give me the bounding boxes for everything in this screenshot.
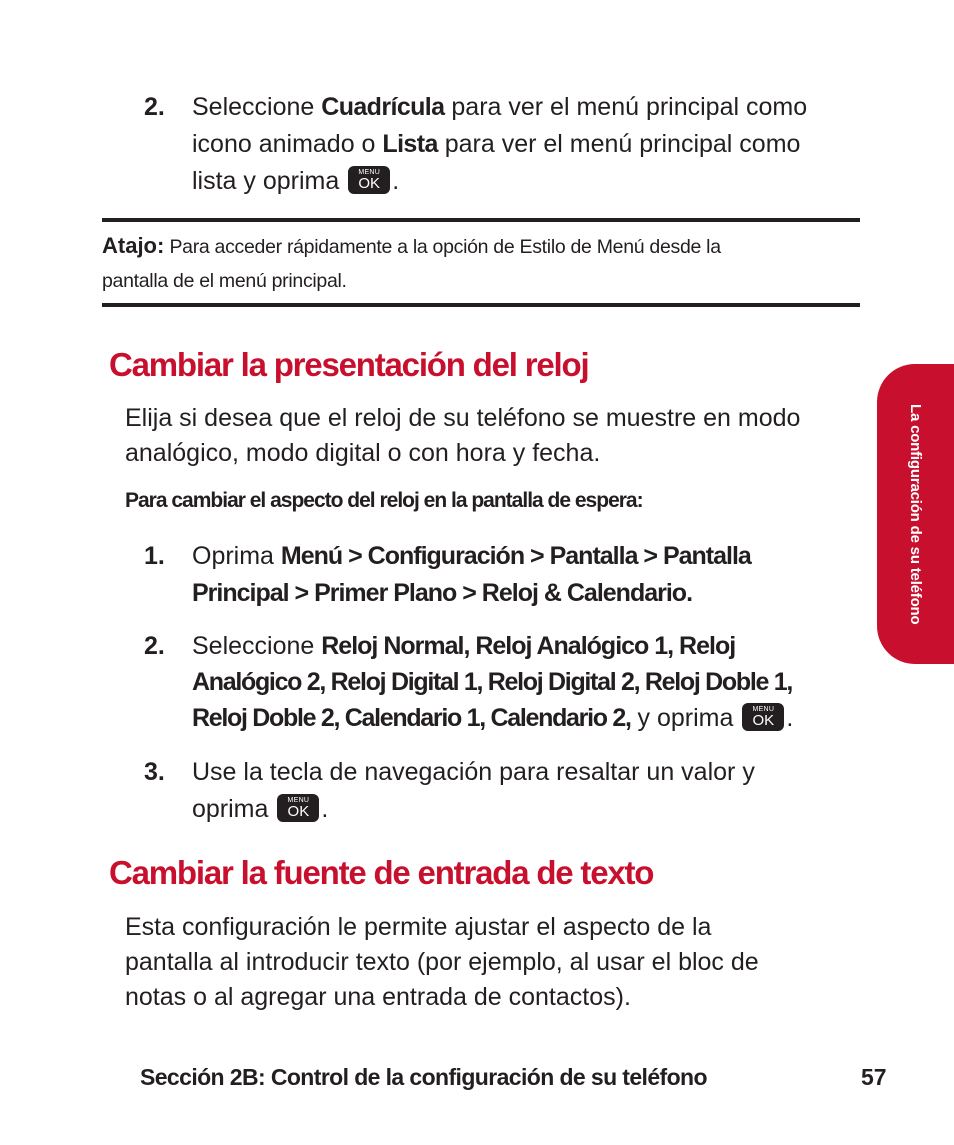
footer-section-title: Sección 2B: Control de la configuración de su teléfono bbox=[140, 1064, 707, 1090]
text-line: Seleccione Cuadrícula para ver el menú principal como bbox=[192, 93, 808, 121]
text-line: Seleccione Reloj Normal, Reloj Analógico 1, Reloj bbox=[192, 632, 736, 660]
shortcut-label: Atajo: bbox=[102, 233, 165, 258]
chapter-tab-label: La configuración de su teléfono bbox=[907, 403, 924, 625]
text-line: Use la tecla de navegación para resaltar un valor y bbox=[192, 758, 755, 786]
text-line: Oprima Menú > Configuración > Pantalla > Pantalla bbox=[192, 542, 751, 570]
divider bbox=[102, 218, 860, 222]
step-3-text bbox=[192, 754, 862, 828]
step-1-text bbox=[192, 538, 862, 612]
section-intro bbox=[125, 401, 855, 471]
divider bbox=[102, 303, 860, 307]
text-line: notas o al agregar una entrada de contactos). bbox=[125, 983, 631, 1011]
section-intro bbox=[125, 910, 855, 1015]
menu-ok-key-icon: MENU OK bbox=[742, 703, 784, 731]
text-line: Atajo: Para acceder rápidamente a la opción de Estilo de Menú desde la bbox=[102, 233, 721, 258]
procedure-subheading: Para cambiar el aspecto del reloj en la pantalla de espera: bbox=[125, 489, 643, 512]
text-line: oprima MENU OK . bbox=[192, 795, 329, 823]
text-line: icono animado o Lista para ver el menú principal como bbox=[192, 130, 801, 158]
section-heading: Cambiar la presentación del reloj bbox=[109, 346, 589, 383]
text-line: pantalla de el menú principal. bbox=[102, 270, 347, 292]
shortcut-note bbox=[102, 229, 862, 298]
text-line: pantalla al introducir texto (por ejemplo, al usar el bloc de bbox=[125, 948, 759, 976]
step-number: 1. bbox=[144, 542, 165, 570]
step-2-clock-text bbox=[192, 628, 862, 736]
text-line: Principal > Primer Plano > Reloj & Calendario. bbox=[192, 579, 693, 607]
text-line: lista y oprima MENU OK . bbox=[192, 167, 400, 195]
text-line: Esta configuración le permite ajustar el aspecto de la bbox=[125, 913, 712, 941]
step-number: 2. bbox=[144, 93, 165, 121]
step-number: 2. bbox=[144, 632, 165, 660]
step-number: 3. bbox=[144, 758, 165, 786]
text-line: Reloj Doble 2, Calendario 1, Calendario 2, y oprima MENU OK . bbox=[192, 704, 794, 732]
step-2-text bbox=[192, 89, 862, 200]
text-line: Analógico 2, Reloj Digital 1, Reloj Digital 2, Reloj Doble 1, bbox=[192, 668, 792, 696]
section-heading: Cambiar la fuente de entrada de texto bbox=[109, 854, 654, 891]
page-number: 57 bbox=[861, 1064, 887, 1090]
text-line: analógico, modo digital o con hora y fecha. bbox=[125, 439, 601, 467]
menu-ok-key-icon: MENU OK bbox=[277, 794, 319, 822]
menu-ok-key-icon: MENU OK bbox=[348, 166, 390, 194]
text-line: Elija si desea que el reloj de su teléfono se muestre en modo bbox=[125, 404, 801, 432]
